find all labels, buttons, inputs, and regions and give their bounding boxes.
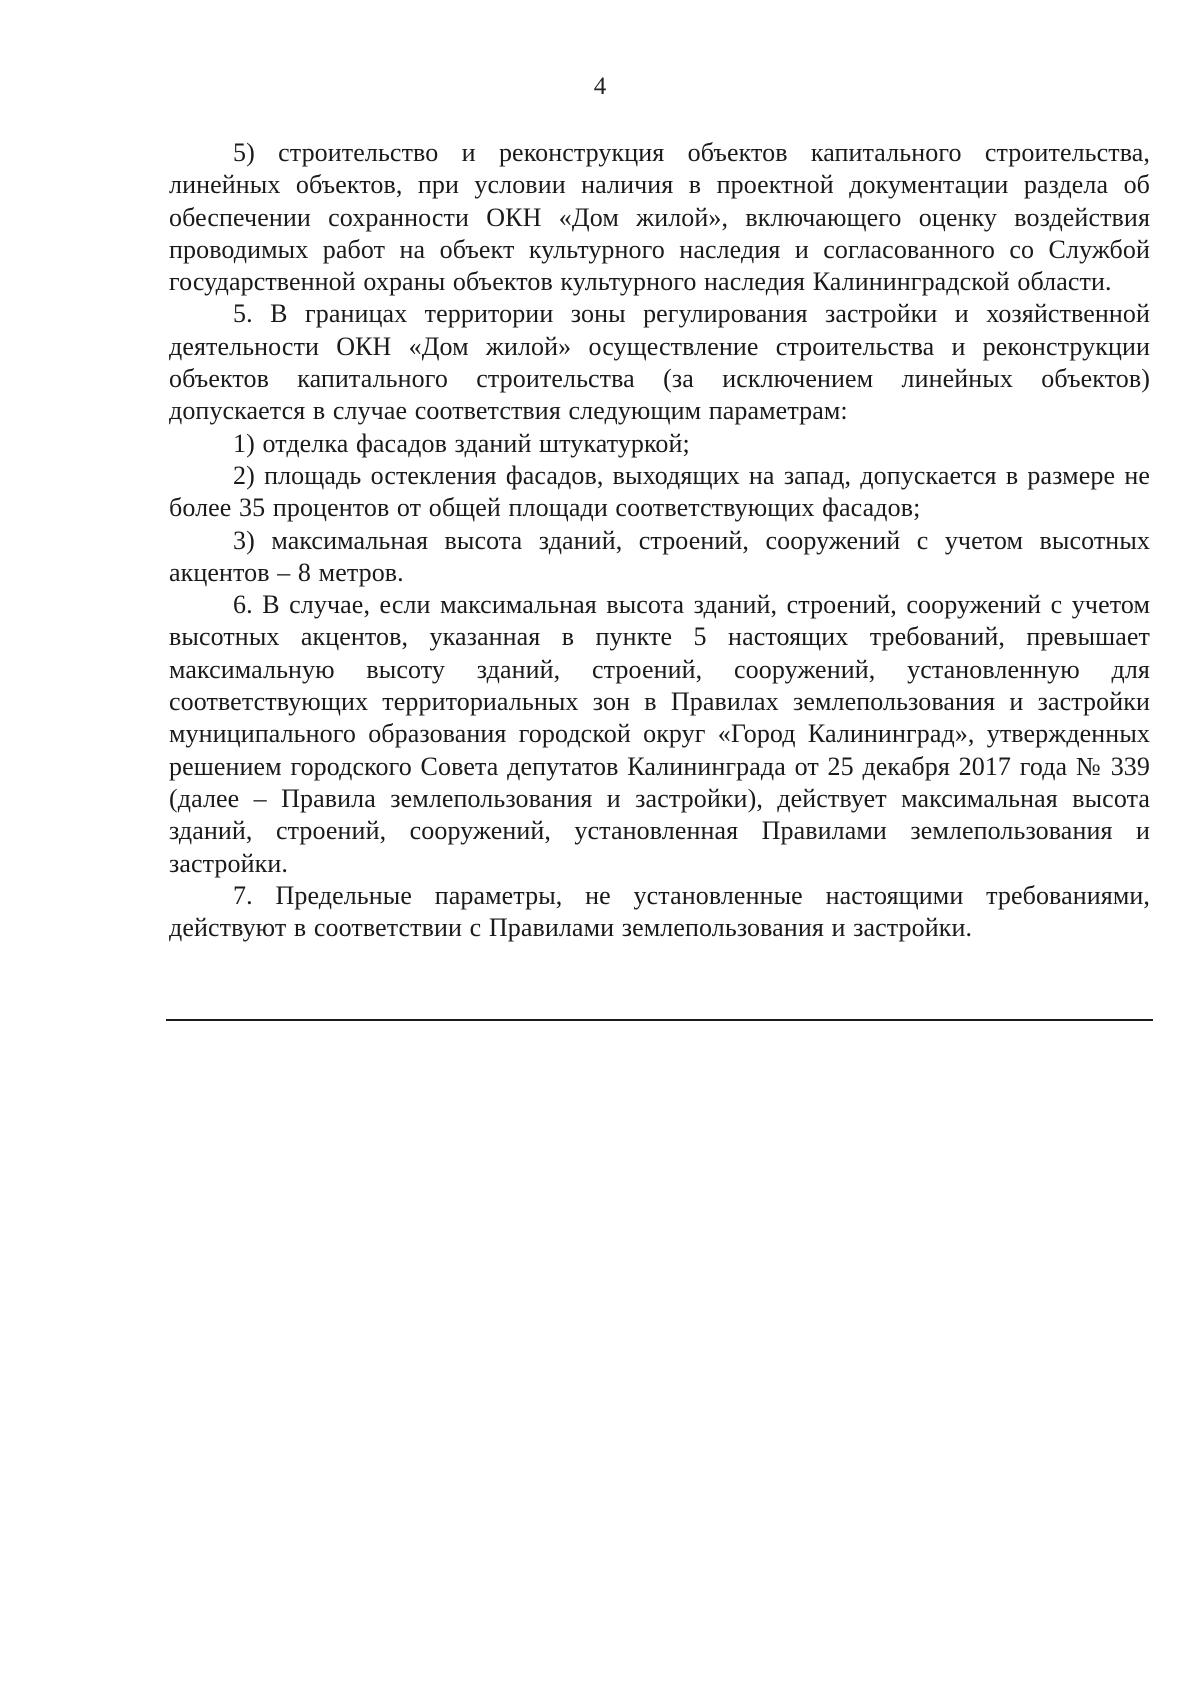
- paragraph-subitem-1-facade-plaster: 1) отделка фасадов зданий штукатуркой;: [233, 428, 690, 458]
- page-number: 4: [593, 73, 607, 100]
- closing-horizontal-rule: [166, 1019, 1153, 1021]
- paragraph-subitem-2-glazing-area: 2) площадь остекления фасадов, выходящих на запад, допускается в размере не более 35 процентов от общей площади соответствующих фасадов;: [169, 460, 1150, 523]
- paragraph-7-limit-parameters: 7. Предельные параметры, не установленные настоящими требованиями, действуют в соответствии с Правилами землепользования и застройки.: [169, 880, 1150, 943]
- document-body: [169, 137, 1150, 944]
- paragraph-6-height-exceeding: 6. В случае, если максимальная высота зданий, строений, сооружений с учетом высотных акцентов, указанная в пункте 5 настоящих требований, превышает максимальную высоту зданий, строений, сооружений, установленную для соответствующих территориальных зон в Правилах землепользования и застройки муниципального образования городской округ «Город Калининград», утвержденных решением городского Совета депутатов Калининграда от 25 декабря 2017 года № 339 (далее – Правила землепользования и застройки), действует максимальная высота зданий, строений, сооружений, установленная Правилами землепользования и застройки.: [169, 590, 1150, 878]
- paragraph-subitem-3-max-height: 3) максимальная высота зданий, строений, сооружений с учетом высотных акцентов – 8 метров.: [169, 525, 1150, 587]
- paragraph-5-zone-regulation: 5. В границах территории зоны регулирования застройки и хозяйственной деятельности ОКН «Дом жилой» осуществление строительства и реконструкции объектов капитального строительства (за исключением линейных объектов) допускается в случае соответствия следующим параметрам:: [169, 299, 1150, 426]
- paragraph-item-5-construction: 5) строительство и реконструкция объектов капитального строительства, линейных объектов, при условии наличия в проектной документации раздела об обеспечении сохранности ОКН «Дом жилой», включающего оценку воздействия проводимых работ на объект культурного наследия и согласованного со Службой государственной охраны объектов культурного наследия Калининградской области.: [169, 138, 1150, 297]
